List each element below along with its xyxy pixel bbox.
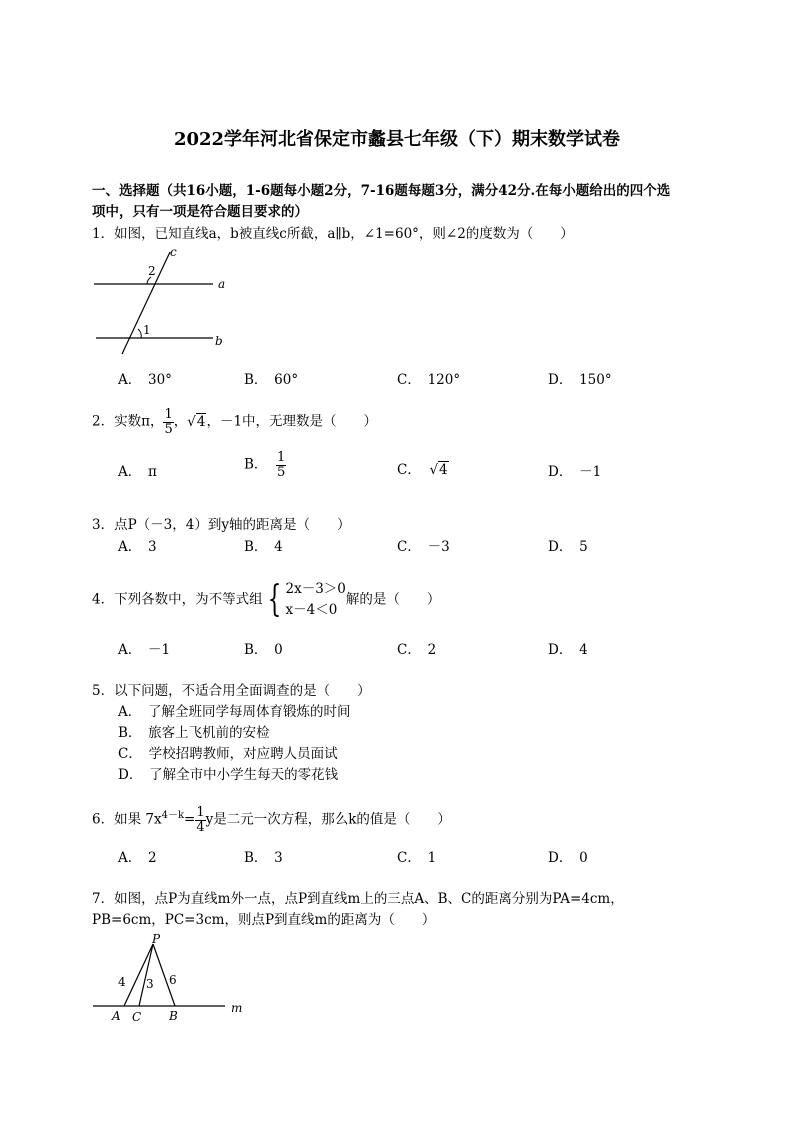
question-3-stem: 3．点P（－3，4）到y轴的距离是（ ） [92, 517, 351, 533]
line-m-label: m [231, 1001, 243, 1015]
question-1-stem: 1．如图，已知直线a，b被直线c所截，a∥b，∠1=60°，则∠2的度数为（ ） [92, 226, 574, 242]
label-c: c [170, 245, 177, 259]
pa-length-label: 4 [118, 975, 126, 989]
question-4-stem: 4．下列各数中，为不等式组 { 2x－3＞0 x－4＜0 解的是（ ） [92, 578, 441, 620]
question-3-option-c: C． －3 [397, 539, 450, 555]
point-b-label: B [169, 1009, 178, 1023]
point-p-label: P [152, 932, 161, 946]
question-2-option-d: D． －1 [548, 464, 602, 480]
question-5-stem: 5．以下问题，不适合用全面调查的是（ ） [92, 683, 371, 699]
pc-length-label: 3 [146, 977, 154, 991]
question-2-option-a: A． π [118, 464, 157, 480]
question-1-option-b: B． 60° [244, 372, 299, 388]
question-6-option-c: C． 1 [397, 850, 437, 866]
question-1-option-d: D． 150° [548, 372, 612, 388]
section-heading-line2: 项中，只有一项是符合题目要求的） [92, 204, 308, 220]
question-5-option-d: D． 了解全市中小学生每天的零花钱 [118, 767, 339, 783]
question-3-option-a: A． 3 [118, 539, 157, 555]
question-4-option-b: B． 0 [244, 642, 283, 658]
fraction-one-fifth: $\frac{1}{5}$ [164, 407, 173, 437]
sqrt-four: √4 [187, 413, 206, 430]
exponent: 4－k [161, 810, 185, 822]
question-4-option-a: A． －1 [118, 642, 171, 658]
question-6-option-d: D． 0 [548, 850, 588, 866]
question-3-option-d: D． 5 [548, 539, 588, 555]
question-6-stem: 6．如果 $7x^{4-k}=$ $\frac{1}{4}$ y是二元一次方程，那么k的值是（ ） [92, 805, 451, 835]
question-6-option-a: A． 2 [118, 850, 157, 866]
point-a-label: A [112, 1009, 121, 1023]
fraction-one-quarter: $\frac{1}{4}$ [196, 805, 205, 835]
question-1-option-a: A． 30° [118, 372, 172, 388]
pb-length-label: 6 [169, 973, 177, 987]
question-7-stem-line2: PB=6cm，PC=3cm，则点P到直线m的距离为（ ） [92, 912, 436, 928]
angle-2-label: 2 [148, 264, 156, 278]
question-7-stem-line1: 7．如图，点P为直线m外一点，点P到直线m上的三点A、B、C的距离分别为PA=4cm， [92, 891, 624, 907]
question-2-prefix: 2．实数π， [92, 413, 164, 430]
question-2-stem: 2．实数π， $\frac{1}{5}$ ，√4，－1中，无理数是（ ） [92, 407, 378, 437]
question-5-option-a: A． 了解全班同学每周体育锻炼的时间 [118, 704, 351, 720]
question-2-suffix: ，－1中，无理数是（ ） [206, 413, 378, 430]
question-1-figure [88, 244, 238, 356]
question-6-option-b: B． 3 [244, 850, 283, 866]
label-b: b [215, 334, 223, 348]
question-2-option-b: B． $\frac{1}{5}$ [244, 450, 286, 480]
inequality-system: 2x－3＞0 x－4＜0 [285, 581, 346, 618]
label-a: a [218, 277, 226, 291]
page-title: 2022学年河北省保定市蠡县七年级（下）期末数学试卷 [173, 129, 621, 150]
question-7-figure [88, 930, 258, 1025]
point-c-label: C [132, 1010, 142, 1024]
question-1-option-c: C． 120° [397, 372, 461, 388]
system-brace: { [267, 578, 281, 620]
question-5-option-b: B． 旅客上飞机前的安检 [118, 725, 270, 741]
question-4-option-c: C． 2 [397, 642, 437, 658]
angle-1-label: 1 [143, 323, 151, 337]
question-2-option-c: C． √4 [397, 462, 448, 478]
question-4-option-d: D． 4 [548, 642, 588, 658]
section-heading-line1: 一、选择题（共16小题，1-6题每小题2分，7-16题每题3分，满分42分.在每小题给出的四个选 [92, 183, 671, 199]
question-3-option-b: B． 4 [244, 539, 283, 555]
question-5-option-c: C． 学校招聘教师，对应聘人员面试 [118, 746, 338, 762]
